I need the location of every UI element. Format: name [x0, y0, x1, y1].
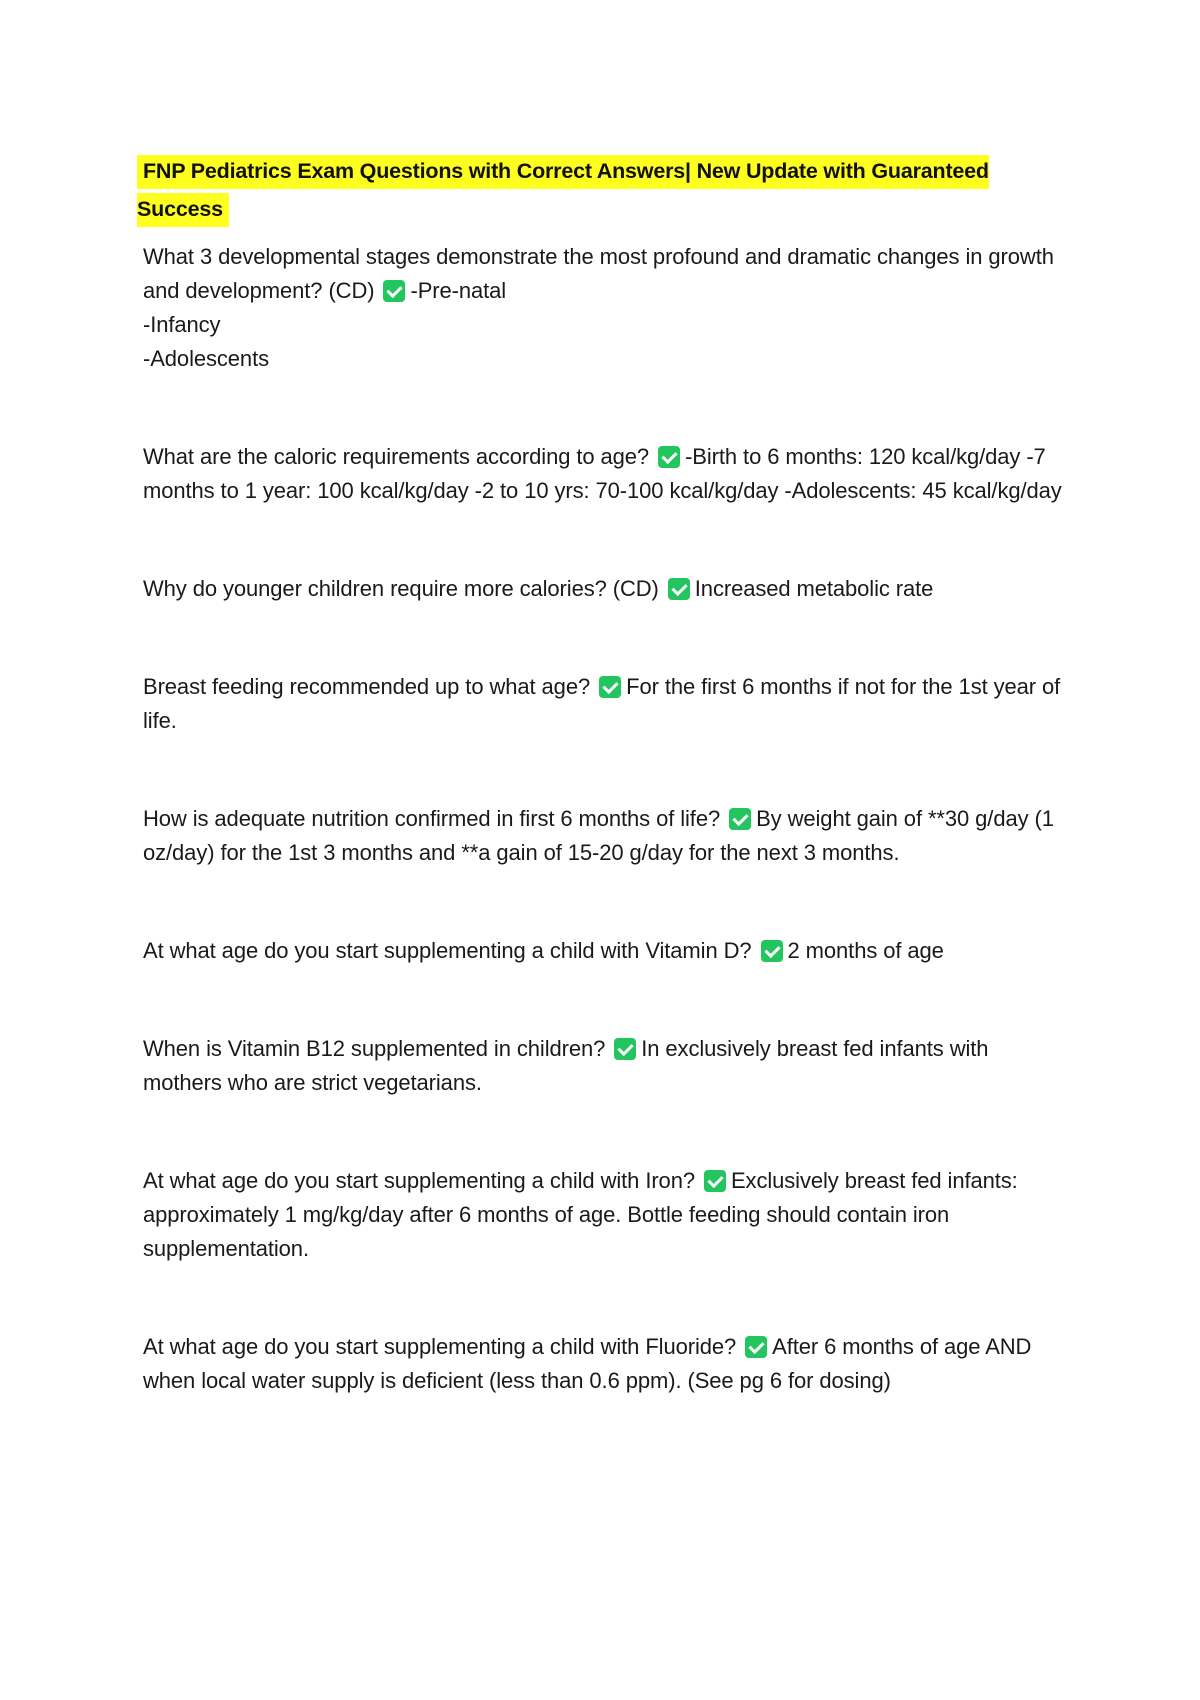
question-text: How is adequate nutrition confirmed in first 6 months of life?: [143, 806, 727, 831]
question-text: At what age do you start supplementing a child with Vitamin D?: [143, 938, 758, 963]
answer-text: By weight gain of **30 g/day (1 oz/day) for the 1st 3 months and **a gain of 15-20 g/day for the next 3 months.: [143, 806, 1054, 865]
question-text: What are the caloric requirements according to age?: [143, 444, 656, 469]
answer-text: 2 months of age: [787, 938, 944, 963]
check-icon: [729, 808, 751, 830]
answer-text: For the first 6 months if not for the 1st year of life.: [143, 674, 1061, 733]
answer-text: -Birth to 6 months: 120 kcal/kg/day -7 months to 1 year: 100 kcal/kg/day -2 to 10 yrs: 70-100 kcal/kg/day -Adolescents: 45 kcal/kg/day: [143, 444, 1062, 503]
check-icon: [614, 1038, 636, 1060]
answer-text: -Pre-natal: [410, 278, 507, 303]
document-title: FNP Pediatrics Exam Questions with Correct Answers| New Update with Guaranteed Success: [137, 155, 989, 227]
check-icon: [745, 1336, 767, 1358]
answer-text: In exclusively breast fed infants with mothers who are strict vegetarians.: [143, 1036, 989, 1095]
qa-item-2: [143, 440, 1068, 508]
answer-extra-line: -Adolescents: [143, 346, 269, 371]
check-icon: [383, 280, 405, 302]
answer-extra-line: -Infancy: [143, 312, 221, 337]
question-text: What 3 developmental stages demonstrate the most profound and dramatic changes in growth and development? (CD): [143, 244, 1054, 303]
title-block: [137, 152, 1068, 228]
document-content: [137, 152, 1068, 1398]
answer-text: Increased metabolic rate: [694, 576, 934, 601]
answer-text: Exclusively breast fed infants: approximately 1 mg/kg/day after 6 months of age. Bottle feeding should contain iron supplementation.: [143, 1168, 1018, 1261]
qa-item-8: [143, 1164, 1068, 1266]
qa-item-3: [143, 572, 1068, 606]
qa-item-9: [143, 1330, 1068, 1398]
answer-text: After 6 months of age AND when local water supply is deficient (less than 0.6 ppm). (See pg 6 for dosing): [143, 1334, 1032, 1393]
check-icon: [658, 446, 680, 468]
question-text: Breast feeding recommended up to what age?: [143, 674, 597, 699]
qa-item-7: [143, 1032, 1068, 1100]
check-icon: [599, 676, 621, 698]
qa-item-4: [143, 670, 1068, 738]
question-text: Why do younger children require more calories? (CD): [143, 576, 665, 601]
qa-item-6: [143, 934, 1068, 968]
qa-item-1: [143, 240, 1068, 376]
question-text: When is Vitamin B12 supplemented in children?: [143, 1036, 612, 1061]
check-icon: [704, 1170, 726, 1192]
check-icon: [761, 940, 783, 962]
qa-item-5: [143, 802, 1068, 870]
question-text: At what age do you start supplementing a child with Fluoride?: [143, 1334, 743, 1359]
question-text: At what age do you start supplementing a child with Iron?: [143, 1168, 701, 1193]
check-icon: [668, 578, 690, 600]
